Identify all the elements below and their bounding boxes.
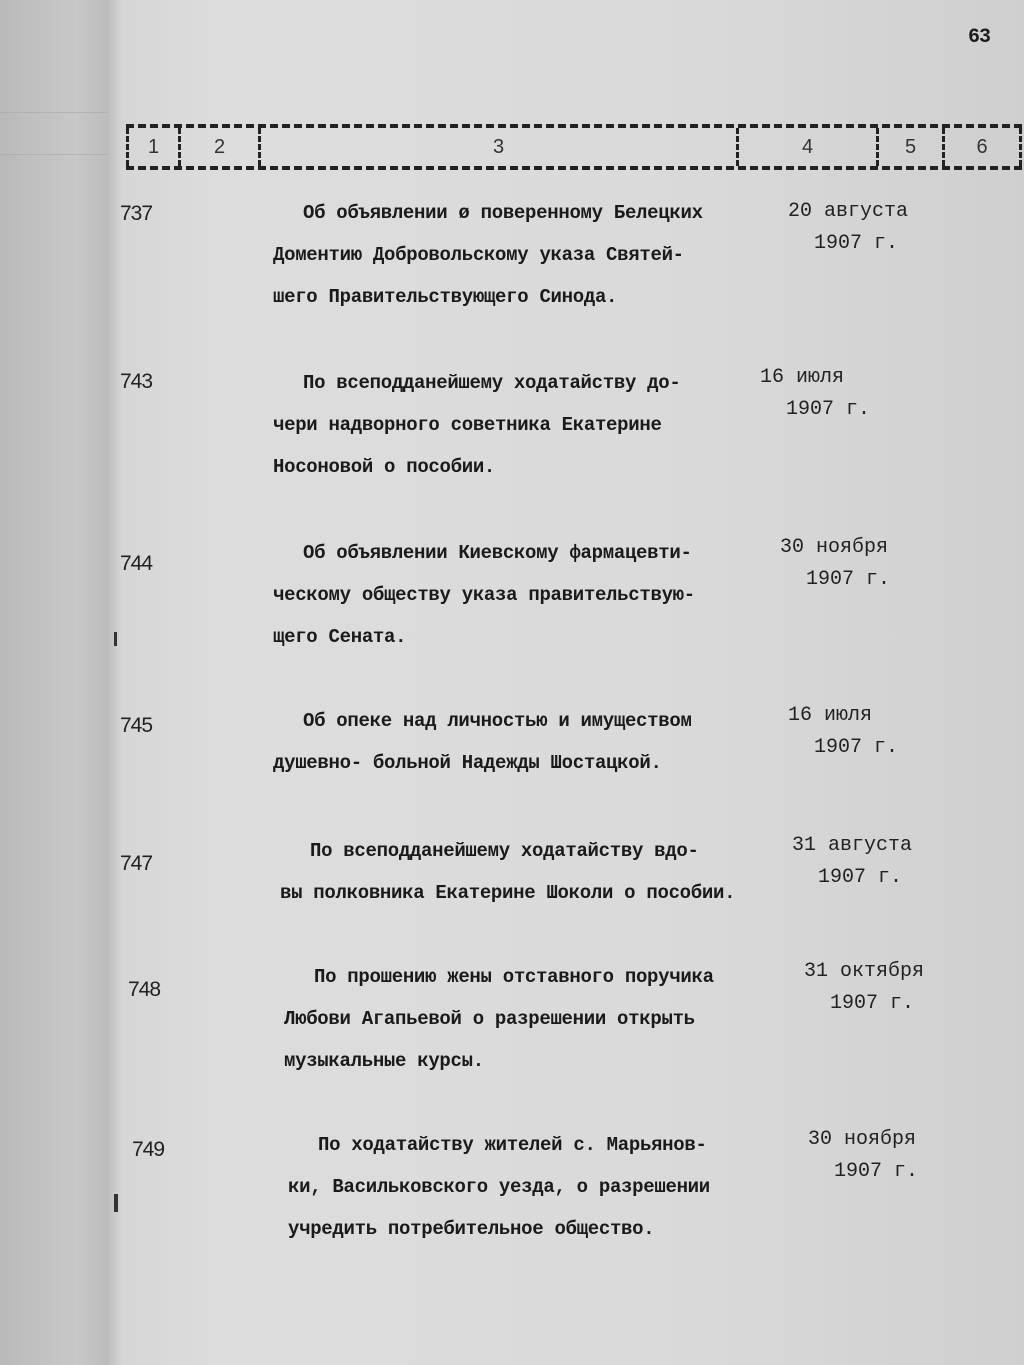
entry-line: Об объявлении ø поверенному Белецких bbox=[303, 202, 703, 224]
entry-date-day: 20 августа bbox=[788, 200, 909, 223]
column-header-2: 2 bbox=[178, 128, 258, 166]
entry-description bbox=[284, 956, 804, 1082]
entry-description bbox=[280, 830, 800, 914]
entry-date bbox=[788, 196, 928, 260]
entry-description bbox=[288, 1124, 808, 1250]
column-header-6: 6 bbox=[942, 128, 1022, 166]
entry-date-year: 1907 г. bbox=[786, 398, 871, 421]
column-header-3: 3 bbox=[258, 128, 736, 166]
entry-line: вы полковника Екатерине Шоколи о пособии. bbox=[280, 882, 736, 904]
entry-description bbox=[273, 532, 793, 658]
entry-number: 748 bbox=[128, 978, 161, 1001]
entry-line: Доментию Добровольскому указа Святей- bbox=[273, 244, 684, 266]
page-number: 63 bbox=[968, 26, 991, 49]
entry-date bbox=[760, 362, 900, 426]
entry-number: 747 bbox=[120, 852, 153, 875]
entry-line: По прошению жены отставного поручика bbox=[314, 966, 714, 988]
entry-date-day: 31 августа bbox=[792, 834, 913, 857]
entry-date-day: 16 июля bbox=[788, 704, 873, 727]
crease-line bbox=[0, 154, 108, 155]
entry-line: душевно- больной Надежды Шостацкой. bbox=[273, 752, 662, 774]
entry-line: чери надворного советника Екатерине bbox=[273, 414, 662, 436]
entry-line: Носоновой о пособии. bbox=[273, 456, 496, 478]
margin-mark bbox=[114, 632, 117, 646]
entry-line: ки, Васильковского уезда, о разрешении bbox=[288, 1176, 710, 1198]
entry-number: 744 bbox=[120, 552, 153, 575]
crease-line bbox=[0, 112, 108, 113]
column-header-4: 4 bbox=[736, 128, 876, 166]
entry-line: ческому обществу указа правительствую- bbox=[273, 584, 695, 606]
entry-line: По всеподданейшему ходатайству до- bbox=[303, 372, 681, 394]
entry-date-day: 16 июля bbox=[760, 366, 845, 389]
column-header-5: 5 bbox=[876, 128, 942, 166]
entry-line: музыкальные курсы. bbox=[284, 1050, 484, 1072]
entry-line: Любови Агапьевой о разрешении открыть bbox=[284, 1008, 695, 1030]
previous-page-edge bbox=[0, 0, 108, 1365]
entry-number: 745 bbox=[120, 714, 153, 737]
document-page bbox=[108, 0, 1024, 1365]
entry-line: щего Сената. bbox=[273, 626, 407, 648]
entry-line: Об опеке над личностью и имуществом bbox=[303, 710, 692, 732]
entry-line: учредить потребительное общество. bbox=[288, 1218, 655, 1240]
entry-number: 749 bbox=[132, 1138, 165, 1161]
entry-date-year: 1907 г. bbox=[834, 1160, 919, 1183]
column-header-row bbox=[126, 124, 1022, 170]
entry-date bbox=[788, 700, 928, 764]
entry-line: По всеподданейшему ходатайству вдо- bbox=[310, 840, 699, 862]
entry-date-day: 31 октября bbox=[804, 960, 925, 983]
entry-description bbox=[273, 192, 793, 318]
entry-description bbox=[273, 700, 793, 784]
entry-date-year: 1907 г. bbox=[806, 568, 891, 591]
entry-description bbox=[273, 362, 793, 488]
entry-date-year: 1907 г. bbox=[814, 232, 899, 255]
entry-number: 743 bbox=[120, 370, 153, 393]
entry-date-day: 30 ноября bbox=[780, 536, 889, 559]
entry-date-year: 1907 г. bbox=[814, 736, 899, 759]
entry-date-year: 1907 г. bbox=[818, 866, 903, 889]
entry-date bbox=[804, 956, 944, 1020]
entry-date bbox=[780, 532, 920, 596]
column-header-1: 1 bbox=[126, 128, 178, 166]
entry-date bbox=[808, 1124, 948, 1188]
entry-date-year: 1907 г. bbox=[830, 992, 915, 1015]
entry-line: Об объявлении Киевскому фармацевти- bbox=[303, 542, 692, 564]
entry-date bbox=[792, 830, 932, 894]
entry-line: По ходатайству жителей с. Марьянов- bbox=[318, 1134, 707, 1156]
entry-number: 737 bbox=[120, 202, 153, 225]
margin-mark bbox=[114, 1194, 118, 1212]
entry-line: шего Правительствующего Синода. bbox=[273, 286, 618, 308]
entry-date-day: 30 ноября bbox=[808, 1128, 917, 1151]
